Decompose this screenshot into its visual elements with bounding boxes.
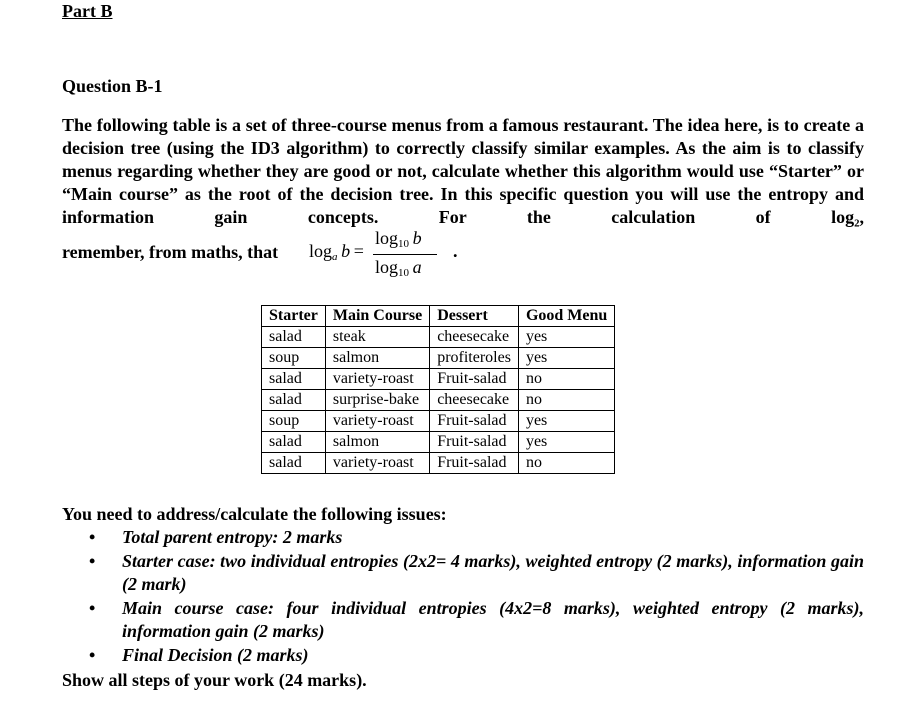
header-starter: Starter <box>262 306 326 327</box>
bullet-icon: • <box>89 551 96 571</box>
question-title: Question B-1 <box>62 76 163 96</box>
list-item <box>62 526 864 549</box>
cell-starter: soup <box>262 411 326 432</box>
formula-num-log: log <box>375 228 399 248</box>
header-main-course: Main Course <box>325 306 429 327</box>
issue-text: Total parent entropy: 2 marks <box>122 527 343 547</box>
formula-numerator <box>375 228 422 250</box>
table-header-row <box>262 306 615 327</box>
cell-dessert: profiteroles <box>430 348 519 369</box>
cell-good-menu: no <box>518 390 614 411</box>
cell-good-menu: yes <box>518 411 614 432</box>
cell-good-menu: yes <box>518 348 614 369</box>
cell-starter: salad <box>262 453 326 474</box>
formula-lhs-base: a <box>332 251 338 263</box>
cell-dessert: Fruit-salad <box>430 453 519 474</box>
question-paragraph: The following table is a set of three-course menus from a famous restaurant. The idea here, is to create a decision tree (using the ID3 algorithm) to correctly classify similar examples. As the aim is to classify menus regarding whether they are good or not, calculate whether this algorithm would use “Starter” or “Main course” as the root of the decision tree. In this specific question you will use the entropy and information gain concepts. For the calculation of log₂, <box>62 115 864 227</box>
cell-starter: salad <box>262 327 326 348</box>
table-row <box>262 369 615 390</box>
remember-text: remember, from maths, that <box>62 242 279 262</box>
menu-table <box>261 305 615 474</box>
bullet-icon: • <box>89 527 96 547</box>
cell-dessert: cheesecake <box>430 390 519 411</box>
table-row <box>262 390 615 411</box>
cell-main-course: surprise-bake <box>325 390 429 411</box>
issues-list <box>62 526 864 668</box>
cell-good-menu: no <box>518 453 614 474</box>
cell-starter: salad <box>262 369 326 390</box>
cell-main-course: variety-roast <box>325 411 429 432</box>
table-row <box>262 453 615 474</box>
bullet-icon: • <box>89 598 96 618</box>
cell-dessert: Fruit-salad <box>430 369 519 390</box>
table-row <box>262 411 615 432</box>
table-row <box>262 327 615 348</box>
issue-text: Final Decision (2 marks) <box>122 645 309 665</box>
formula-period: . <box>453 241 458 261</box>
cell-main-course: variety-roast <box>325 369 429 390</box>
fraction-bar <box>373 254 437 255</box>
formula-num-base: 10 <box>398 238 410 250</box>
list-item <box>62 644 864 667</box>
header-dessert: Dessert <box>430 306 519 327</box>
issues-heading: You need to address/calculate the following issues: <box>62 504 447 524</box>
list-item <box>62 597 864 643</box>
cell-main-course: salmon <box>325 432 429 453</box>
cell-starter: salad <box>262 432 326 453</box>
cell-main-course: variety-roast <box>325 453 429 474</box>
formula-lhs-log: log <box>309 241 333 261</box>
part-title: Part B <box>62 1 113 21</box>
issue-text: Starter case: two individual entropies (2x2= 4 marks), weighted entropy (2 marks), information gain (2 mark) <box>122 551 864 594</box>
formula-lhs <box>309 241 364 263</box>
header-good-menu: Good Menu <box>518 306 614 327</box>
cell-dessert: Fruit-salad <box>430 411 519 432</box>
formula-den-arg: a <box>412 257 422 277</box>
formula-num-arg: b <box>412 228 422 248</box>
formula-lhs-arg: b <box>341 241 351 261</box>
cell-main-course: steak <box>325 327 429 348</box>
formula-equals: = <box>353 241 364 261</box>
cell-good-menu: yes <box>518 327 614 348</box>
table-row <box>262 348 615 369</box>
cell-good-menu: no <box>518 369 614 390</box>
table-row <box>262 432 615 453</box>
cell-starter: soup <box>262 348 326 369</box>
formula-den-base: 10 <box>398 267 410 279</box>
cell-dessert: cheesecake <box>430 327 519 348</box>
cell-starter: salad <box>262 390 326 411</box>
cell-main-course: salmon <box>325 348 429 369</box>
formula-denominator <box>375 257 422 279</box>
formula-den-log: log <box>375 257 399 277</box>
issue-text: Main course case: four individual entropies (4x2=8 marks), weighted entropy (2 marks), information gain (2 marks) <box>122 598 864 641</box>
bullet-icon: • <box>89 645 96 665</box>
list-item <box>62 550 864 596</box>
cell-dessert: Fruit-salad <box>430 432 519 453</box>
cell-good-menu: yes <box>518 432 614 453</box>
closing-instruction: Show all steps of your work (24 marks). <box>62 670 367 690</box>
